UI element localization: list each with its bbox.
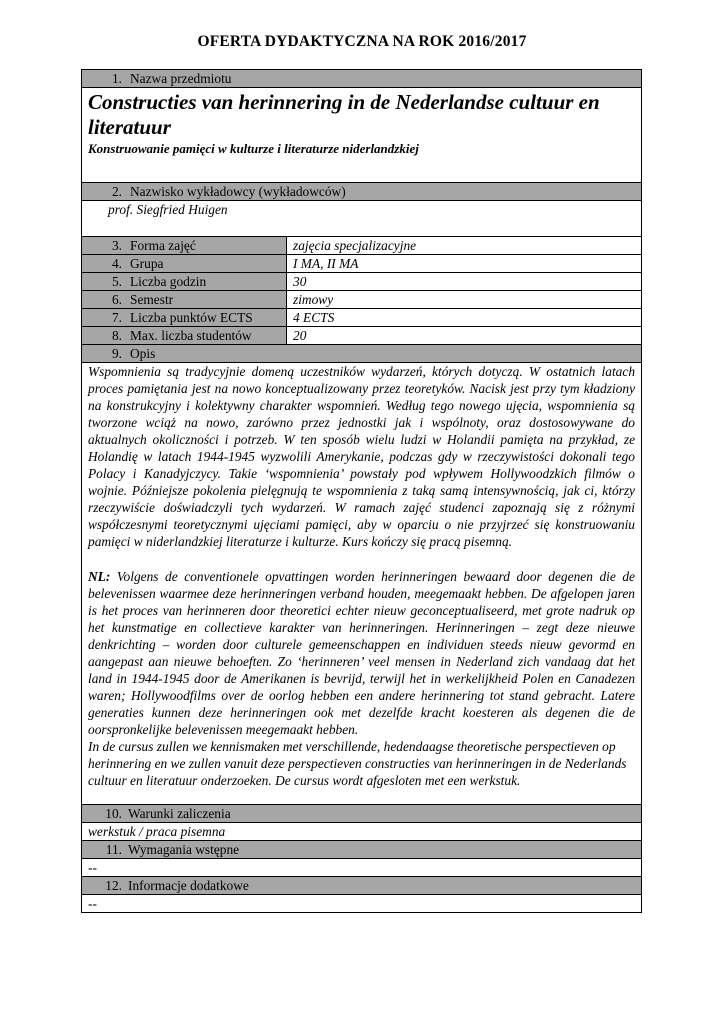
- section-header-description: [82, 345, 642, 363]
- description-row: [82, 363, 642, 805]
- detail-value: 4 ECTS: [293, 310, 335, 325]
- section-number: 1.: [111, 71, 122, 86]
- section-header-lecturer: [82, 183, 642, 201]
- section-label: Opis: [130, 346, 156, 361]
- detail-value: 20: [293, 328, 307, 343]
- detail-value: I MA, II MA: [293, 256, 359, 271]
- detail-value: zimowy: [293, 292, 334, 307]
- detail-value: zajęcia specjalizacyjne: [293, 238, 417, 253]
- detail-number: 8.: [111, 328, 122, 343]
- detail-label: Max. liczba studentów: [130, 328, 252, 343]
- section-header-course-name: [82, 70, 642, 88]
- lecturer-row: [82, 201, 642, 237]
- course-title-nl: Constructies van herinnering in de Nederlandse cultuur en literatuur: [88, 90, 600, 139]
- section-number: 12.: [105, 878, 122, 893]
- detail-number: 7.: [111, 310, 122, 325]
- nl-label: NL:: [88, 569, 111, 584]
- description-nl-course: In de cursus zullen we kennismaken met verschillende, hedendaagse theoretische perspectieven op herinnering en we zullen vanuit deze perspectieven constructies van herinneringen in de Nederlands cultuur en literatuur onderzoeken. De cursus wordt afgesloten met een werkstuk.: [88, 739, 627, 788]
- detail-row-form: [82, 237, 642, 255]
- section-number: 10.: [105, 806, 122, 821]
- course-name-row: [82, 88, 642, 183]
- section-number: 2.: [111, 184, 122, 199]
- section-label: Nazwa przedmiotu: [130, 71, 232, 86]
- detail-number: 4.: [111, 256, 122, 271]
- detail-row-max-students: [82, 327, 642, 345]
- detail-label: Forma zajęć: [130, 238, 196, 253]
- description-nl: [88, 568, 635, 738]
- description-pl: Wspomnienia są tradycyjnie domeną uczestników wydarzeń, których dotyczą. W ostatnich latach proces pamiętania jest na nowo konceptualizowany przez teoretyków. Nacisk jest przy tym kładziony na konstrukcyjny i kolektywny charakter wspomnień. Według tego nowego ujęcia, wspomnienia są tworzone wciąż na nowo, zarówno przez jednostki jak i wspólnoty, oraz dostosowywane do aktualnych okoliczności i potrzeb. W ten sposób wielu ludzi w Holandii pamięta na przykład, ze Holandię w latach 1944-1945 wyzwolili Amerykanie, podczas gdy w rzeczywistości dokonali tego Polacy i Kanadyjczycy. Takie ‘wspomnienia’ powstały pod wpływem Hollywoodzkich filmów o wojnie. Późniejsze pokolenia pielęgnują te wspomnienia z taką samą intensywnością, jak ci, którzy rzeczywiście doświadczyli tych wydarzeń. W ramach zajęć studenci zapoznają się z różnymi współczesnymi teoretycznymi ujęciami pamięci, aby w oparciu o nie przyjrzeć się konstruowaniu pamięci w niderlandzkiej literaturze i kulturze. Kurs kończy się pracą pisemną.: [88, 364, 636, 549]
- additional-info-row: [82, 895, 642, 913]
- detail-label: Grupa: [130, 256, 164, 271]
- section-header-additional-info: [82, 877, 642, 895]
- additional-info-value: --: [88, 896, 97, 911]
- detail-number: 6.: [111, 292, 122, 307]
- completion-value: werkstuk / praca pisemna: [88, 824, 226, 839]
- prerequisites-value: --: [88, 860, 97, 875]
- section-header-completion: [82, 805, 642, 823]
- description-nl-text: Volgens de conventionele opvattingen worden herinneringen bewaard door degenen die de belevenissen waarmee deze herinneringen verband houden, meegemaakt hebben. De afgelopen jaren is het proces van herinneren door theoretici echter nieuw geconceptualiseerd, met grote nadruk op het kunstmatige en collectieve karakter van herinneringen. Herinneringen – zegt deze nieuwe denkrichting – worden door culturele gemeenschappen en individuen steeds nieuw gevormd en aangepast aan nieuwe behoeften. Zo ‘herinneren’ veel mensen in Nederland zich vandaag dat het land in 1944-1945 door de Amerikanen is bevrijd, terwijl het in werkelijkheid Polen en Canadezen waren; Hollywoodfilms over de oorlog hebben een andere herinnering tot stand gebracht. Latere generaties kunnen deze herinneringen ook met dezelfde kracht koesteren als degenen die de oorspronkelijke belevenissen meegemaakt hebben.: [88, 569, 636, 737]
- course-form-table: [81, 69, 642, 913]
- detail-row-ects: [82, 309, 642, 327]
- detail-label: Liczba godzin: [130, 274, 207, 289]
- prerequisites-row: [82, 859, 642, 877]
- section-label: Warunki zaliczenia: [128, 806, 231, 821]
- detail-row-hours: [82, 273, 642, 291]
- section-label: Nazwisko wykładowcy (wykładowców): [130, 184, 346, 199]
- detail-row-group: [82, 255, 642, 273]
- document-title: OFERTA DYDAKTYCZNA NA ROK 2016/2017: [197, 33, 527, 50]
- section-label: Wymagania wstępne: [128, 842, 240, 857]
- section-header-prerequisites: [82, 841, 642, 859]
- detail-value: 30: [293, 274, 307, 289]
- detail-number: 3.: [111, 238, 122, 253]
- section-number: 9.: [111, 346, 122, 361]
- section-number: 11.: [105, 842, 122, 857]
- detail-label: Liczba punktów ECTS: [130, 310, 253, 325]
- detail-number: 5.: [111, 274, 122, 289]
- section-label: Informacje dodatkowe: [128, 878, 249, 893]
- completion-row: [82, 823, 642, 841]
- lecturer-name: prof. Siegfried Huigen: [108, 202, 228, 217]
- detail-row-semester: [82, 291, 642, 309]
- detail-label: Semestr: [130, 292, 174, 307]
- course-title-pl: Konstruowanie pamięci w kulturze i literaturze niderlandzkiej: [88, 141, 419, 156]
